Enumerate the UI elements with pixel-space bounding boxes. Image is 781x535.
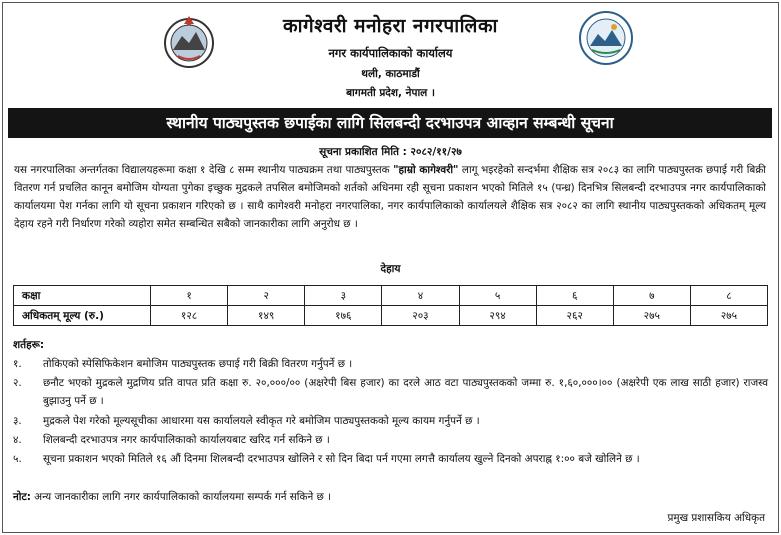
class-cell: ५ xyxy=(459,286,536,306)
term-item xyxy=(13,356,768,374)
term-text: मुद्रकले पेश गरेको मूल्यसूचीका आधारमा यस कार्यालयले स्वीकृत गरे बमोजिम पाठ्यपुस्तकको मूल्य कायम गर्नुपर्ने छ । xyxy=(43,415,480,427)
note-text: अन्य जानकारीका लागि नगर कार्यपालिकाको कार्यालयमा सम्पर्क गर्न सकिने छ । xyxy=(30,491,332,503)
class-cell: ७ xyxy=(613,286,690,306)
class-cell: ३ xyxy=(305,286,382,306)
note xyxy=(13,490,331,504)
class-cell: ६ xyxy=(536,286,613,306)
term-text: छनौट भएको मुद्रकले मुद्रणिय प्रति वापत प्रति कक्षा रु. २०,०००/०० (अक्षरेपी बिस हजार) का दरले आठ वटा पाठ्यपुस्तकको जम्मा रु. १,६०,०००।०० (अक्षरेपी एक लाख साठी हजार) राजस्व बुझाउनु पर्ने छ । xyxy=(43,377,768,407)
term-number: २. xyxy=(13,377,22,389)
term-text: तोकिएको स्पेसिफिकेशन बमोजिम पाठ्यपुस्तक छपाई गरी बिक्री वितरण गर्नुपर्ने छ । xyxy=(43,358,353,370)
class-cell: ८ xyxy=(690,286,767,306)
price-cell: १४९ xyxy=(228,306,305,326)
class-row-label: कक्षा xyxy=(14,286,151,306)
municipality-title: कागेश्वरी मनोहरा नगरपालिका xyxy=(283,15,498,37)
term-number: ४. xyxy=(13,434,22,446)
body-part1: यस नगरपालिका अन्तर्गतका विद्यालयहरूमा कक्षा १ देखि ८ सम्म स्थानीय पाठ्यक्रम तथा पाठ्यपुस्तक xyxy=(14,164,394,176)
published-date: सूचना प्रकाशित मिति : २०८२/११/२७ xyxy=(319,146,462,158)
class-cell: २ xyxy=(228,286,305,306)
price-cell: २०३ xyxy=(382,306,459,326)
price-cell: २७५ xyxy=(690,306,767,326)
term-number: ३. xyxy=(13,415,22,427)
book-name: "हाम्रो कागेश्वरी" xyxy=(393,164,459,176)
term-text: शिलबन्दी दरभाउपत्र नगर कार्यपालिकाको कार्यालयबाट खरिद गर्न सकिने छ । xyxy=(43,434,330,446)
schedule-label: देहाय xyxy=(380,263,401,275)
term-item xyxy=(13,375,768,410)
price-cell: १७६ xyxy=(305,306,382,326)
notice-banner: स्थानीय पाठ्यपुस्तक छपाईका लागि सिलबन्दी दरभाउपत्र आव्हान सम्बन्धी सूचना xyxy=(8,108,772,138)
class-row xyxy=(14,286,768,306)
office-address: थली, काठमाडौं xyxy=(361,68,420,80)
class-cell: १ xyxy=(151,286,228,306)
price-cell: २९४ xyxy=(459,306,536,326)
term-number: १. xyxy=(13,358,22,370)
price-cell: १२८ xyxy=(151,306,228,326)
body-part2: लागू भइरहेको सन्दर्भमा शैक्षिक सत्र २०८३ का लागि पाठ्यपुस्तक छपाई गरी बिक्री वितरण गर्न प्रचलित कानून बमोजिम योग्यता पुगेका इच्छुक मुद्रकले तपसिल बमोजिमको शर्तको अधिनमा रही सूचना प्रकाशन भएको मितिले १५ (पन्ध्र) दिनभित्र सिलबन्दी दरभाउपत्र नगर कार्यपालिकाको कार्यालयमा पेश गर्नका लागि यो सूचना प्रकाशन गरिएको छ । साथै कागेश्वरी मनोहरा नगरपालिका, नगर कार्यपालिकाको कार्यालयले शैक्षिक सत्र २०८२ का लागि स्थानीय पाठ्यपुस्तकको अधिकतम् मूल्य देहाय रहने गरी निर्धारण गरेको व्यहोरा समेत सम्बन्धित सबैको जानकारीका लागि अनुरोध छ । xyxy=(14,164,766,230)
class-cell: ४ xyxy=(382,286,459,306)
price-row xyxy=(14,306,768,326)
note-label: नोट: xyxy=(13,491,31,503)
notice-body xyxy=(14,161,766,233)
office-province: बागमती प्रदेश, नेपाल । xyxy=(346,87,435,99)
term-number: ५. xyxy=(13,453,22,465)
price-table xyxy=(13,285,768,326)
term-item xyxy=(13,451,768,469)
office-name: नगर कार्यपालिकाको कार्यालय xyxy=(328,46,453,60)
terms-title: शर्तहरू: xyxy=(13,339,45,351)
term-item xyxy=(13,413,768,431)
term-item xyxy=(13,432,768,450)
signature: प्रमुख प्रशासकिय अधिकृत xyxy=(667,512,765,524)
price-row-label: अधिकतम् मूल्य (रु.) xyxy=(14,306,151,326)
term-text: सूचना प्रकाशन भएको मितिले १६ औं दिनमा शिलबन्दी दरभाउपत्र खोलिने र सो दिन बिदा पर्न गएमा लगत्तै कार्यालय खुल्ने दिनको अपराह्न १:०० बजे खोलिने छ । xyxy=(43,453,640,465)
price-cell: २७५ xyxy=(613,306,690,326)
price-cell: २६२ xyxy=(536,306,613,326)
